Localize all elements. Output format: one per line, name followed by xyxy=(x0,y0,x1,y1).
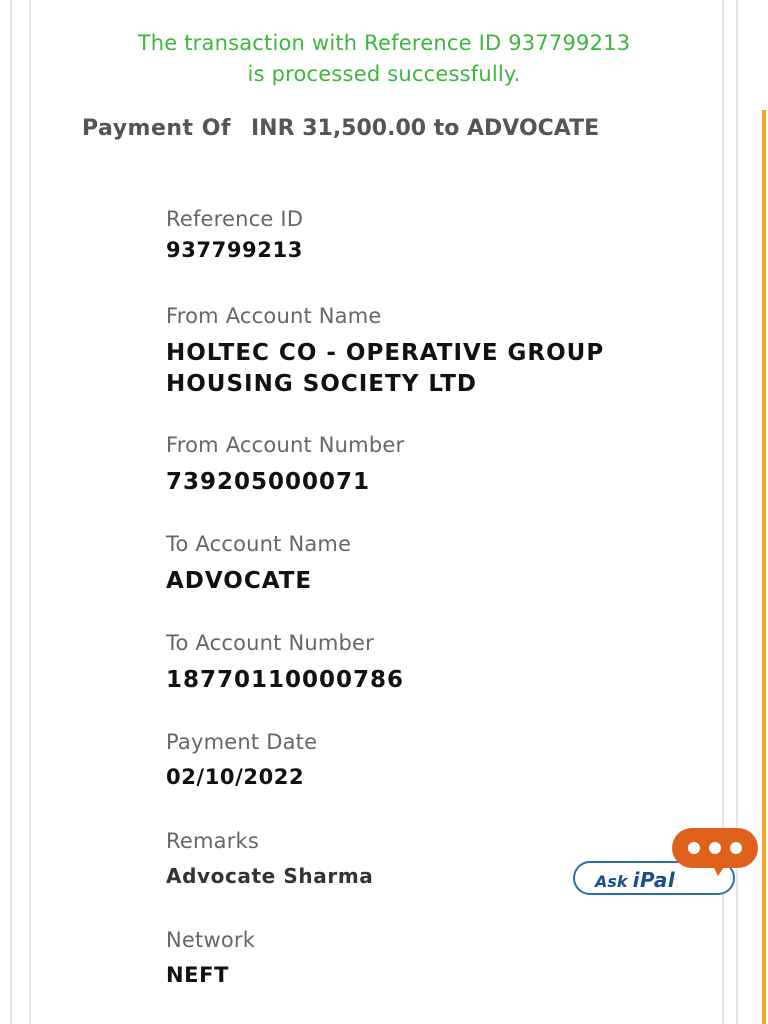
to-account-number-field xyxy=(166,629,686,696)
ipal-text: iPal xyxy=(632,868,676,892)
payment-date-label: Payment Date xyxy=(166,730,318,754)
reference-id-value: 937799213 xyxy=(166,238,303,262)
success-message-line1: The transaction with Reference ID 937799213 xyxy=(137,31,631,55)
remarks-value: Advocate Sharma xyxy=(166,864,374,888)
network-value: NEFT xyxy=(166,963,229,987)
to-account-name-value: ADVOCATE xyxy=(166,568,313,594)
from-account-name-value-line1: HOLTEC CO - OPERATIVE GROUP xyxy=(166,340,605,366)
network-field xyxy=(166,926,686,991)
chat-dot-1 xyxy=(688,842,700,854)
payment-date-value: 02/10/2022 xyxy=(166,765,305,789)
to-account-number-label: To Account Number xyxy=(166,631,375,655)
success-message xyxy=(40,28,728,90)
scroll-accent-bar[interactable] xyxy=(762,110,766,1024)
from-account-number-value: 739205000071 xyxy=(166,469,371,495)
left-border-outer xyxy=(10,0,12,1024)
chat-bubble-icon[interactable] xyxy=(672,828,758,868)
left-border-inner xyxy=(29,0,31,1024)
from-account-name-label: From Account Name xyxy=(166,304,382,328)
from-account-name-value-line2: HOUSING SOCIETY LTD xyxy=(166,371,477,397)
to-account-name-label: To Account Name xyxy=(166,532,352,556)
payment-amount: INR 31,500.00 to ADVOCATE xyxy=(251,116,600,141)
reference-id-label: Reference ID xyxy=(166,207,304,231)
from-account-number-label: From Account Number xyxy=(166,433,405,457)
to-account-number-value: 18770110000786 xyxy=(166,667,405,693)
remarks-label: Remarks xyxy=(166,829,260,853)
success-message-line2: is processed successfully. xyxy=(247,62,521,86)
ask-ipal-chat-button[interactable] xyxy=(573,828,759,902)
from-account-number-field xyxy=(166,431,686,498)
ask-text: Ask xyxy=(595,872,628,891)
payment-summary xyxy=(82,116,599,141)
to-account-name-field xyxy=(166,530,686,597)
chat-dot-2 xyxy=(709,842,721,854)
chat-dot-3 xyxy=(730,842,742,854)
payment-date-field xyxy=(166,728,686,793)
network-label: Network xyxy=(166,928,256,952)
reference-id-field xyxy=(166,205,686,266)
from-account-name-field xyxy=(166,302,686,400)
payment-of-label: Payment Of xyxy=(82,116,231,141)
ask-ipal-label xyxy=(595,868,675,892)
